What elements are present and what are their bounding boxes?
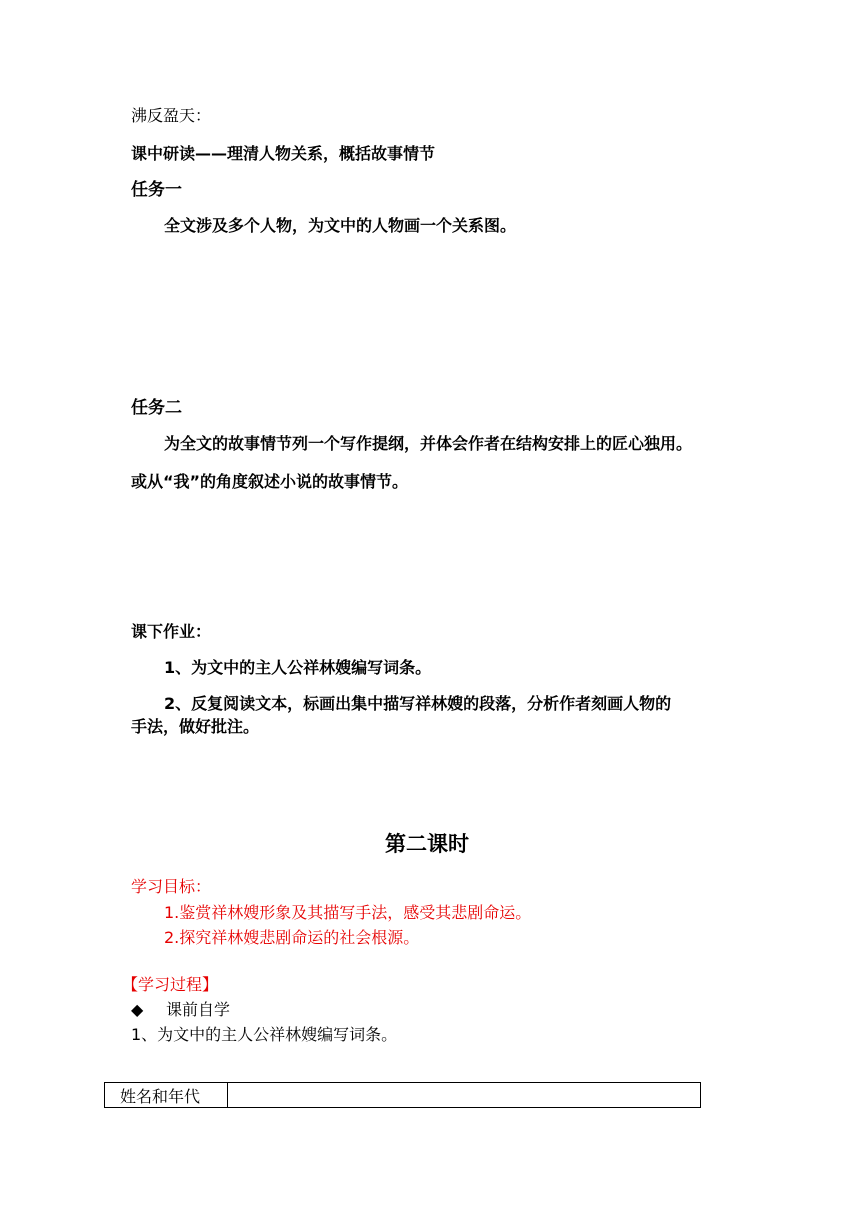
table-row bbox=[105, 1083, 701, 1108]
task1-label: 任务一 bbox=[131, 180, 182, 200]
homework-item-2-cont: 手法，做好批注。 bbox=[131, 717, 260, 736]
task2-label: 任务二 bbox=[131, 398, 182, 418]
homework-item-1: 1、为文中的主人公祥林嫂编写词条。 bbox=[164, 658, 432, 677]
task1-text: 全文涉及多个人物，为文中的人物画一个关系图。 bbox=[164, 216, 517, 235]
goal-2: 2.探究祥林嫂悲剧命运的社会根源。 bbox=[164, 928, 420, 947]
homework-label: 课下作业： bbox=[131, 622, 212, 641]
table-row-value[interactable] bbox=[228, 1083, 701, 1108]
task2-text-line1: 为全文的故事情节列一个写作提纲，并体会作者在结构安排上的匠心独用。 bbox=[164, 434, 693, 453]
task2-text-line2: 或从“我”的角度叙述小说的故事情节。 bbox=[131, 472, 409, 491]
intro-text: 沸反盈天： bbox=[131, 106, 212, 125]
process-label: 【学习过程】 bbox=[122, 975, 219, 994]
prestudy-label: 课前自学 bbox=[166, 1000, 231, 1019]
section-heading: 课中研读——理清人物关系，概括故事情节 bbox=[131, 144, 436, 163]
goals-label: 学习目标： bbox=[131, 877, 212, 896]
goal-1: 1.鉴赏祥林嫂形象及其描写手法，感受其悲剧命运。 bbox=[164, 903, 532, 922]
homework-item-2: 2、反复阅读文本，标画出集中描写祥林嫂的段落，分析作者刻画人物的 bbox=[164, 694, 672, 713]
table-row-label: 姓名和年代 bbox=[105, 1083, 228, 1108]
lesson-title: 第二课时 bbox=[385, 832, 469, 856]
diamond-bullet-icon: ◆ bbox=[131, 1000, 144, 1019]
prestudy-item: 1、为文中的主人公祥林嫂编写词条。 bbox=[131, 1025, 398, 1044]
character-entry-table bbox=[104, 1082, 701, 1108]
